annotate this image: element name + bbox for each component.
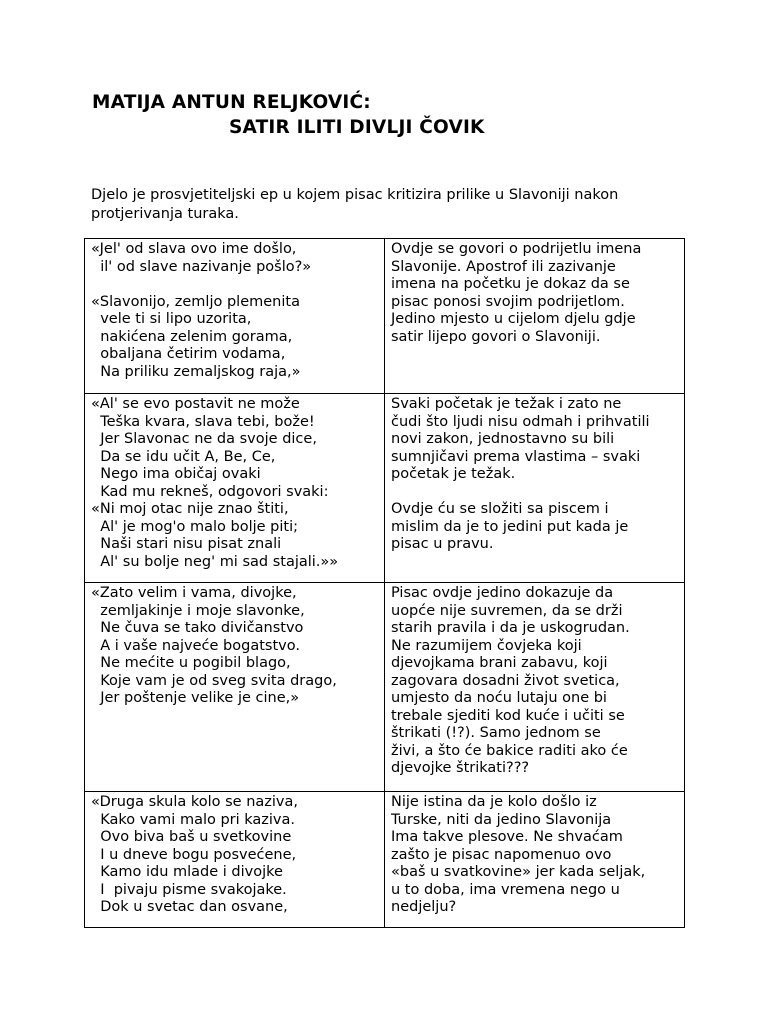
verse-line: Kad mu rekneš, odgovori svaki: xyxy=(91,483,329,500)
poem-excerpt-cell xyxy=(85,394,385,583)
verse-line: «Slavonijo, zemljo plemenita xyxy=(91,293,300,310)
table-row xyxy=(85,239,685,394)
verse-line: Teška kvara, slava tebi, bože! xyxy=(91,413,315,430)
verse-line: il' od slave nazivanje pošlo?» xyxy=(91,258,312,275)
verse-line: obaljana četirim vodama, xyxy=(91,346,286,362)
analysis-table xyxy=(84,238,685,928)
title-work: SATIR ILITI DIVLJI ČOVIK xyxy=(229,117,485,138)
table-row xyxy=(85,583,685,792)
commentary-cell xyxy=(385,583,685,792)
commentary-paragraph: Pisac ovdje jedino dokazuje da uopće nije suvremen, da se drži starih pravila i da je uskogrudan. Ne razumijem čovjeka koji djevojkama brani zabavu, koji zagovara dosadni život svetica, umjesto da noću lutaju one bi trebale sjediti kod kuće i učiti se štrikati (!?). Samo jednom se živi, a što će bakice raditi ako će djevojke štrikati??? xyxy=(391,585,630,776)
table-row xyxy=(85,394,685,583)
verse-line: vele ti si lipo uzorita, xyxy=(91,311,252,327)
verse-line: «Jel' od slava ovo ime došlo, xyxy=(91,241,297,257)
verse-line: Ne čuva se tako divičanstvo xyxy=(91,620,304,636)
document-title xyxy=(92,90,485,140)
verse-line: «Ni moj otac nije znao štiti, xyxy=(91,501,289,517)
verse-line: «Al' se evo postavit ne može xyxy=(91,396,300,412)
verse-line: Jer Slavonac ne da svoje dice, xyxy=(91,431,317,447)
commentary-paragraph: Nije istina da je kolo došlo iz Turske, niti da jedino Slavonija Ima takve plesove. Ne shvaćam zašto je pisac napomenuo ovo «baš u svatkovine» jer kada seljak, u to doba, ima vremena nego u nedjelju? xyxy=(391,794,646,915)
verse-line: Kako vami malo pri kaziva. xyxy=(91,811,296,828)
table-row xyxy=(85,792,685,928)
verse-line: zemljakinje i moje slavonke, xyxy=(91,602,305,619)
verse-line: A i vaše najveće bogatstvo. xyxy=(91,637,300,654)
verse-line: Jer poštenje velike je cine,» xyxy=(91,690,300,706)
commentary-paragraph: Ovdje se govori o podrijetlu imena Slavonije. Apostrof ili zazivanje imena na početku je dokaz da se pisac ponosi svojim podrijetlom. Jedino mjesto u cijelom djelu gdje satir lijepo govori o Slavoniji. xyxy=(391,241,642,345)
poem-excerpt-cell xyxy=(85,792,385,928)
verse-line: Al' je mog'o malo bolje piti; xyxy=(91,518,299,535)
verse-line: Na priliku zemaljskog raja,» xyxy=(91,363,301,380)
verse-line: Nego ima običaj ovaki xyxy=(91,466,261,482)
verse-line: Naši stari nisu pisat znali xyxy=(91,536,282,552)
verse-line: Dok u svetac dan osvane, xyxy=(91,899,288,915)
poem-excerpt-cell xyxy=(85,239,385,394)
verse-line: nakićena zelenim gorama, xyxy=(91,328,293,345)
verse-line: Koje vam je od sveg svita drago, xyxy=(91,672,337,689)
commentary-cell xyxy=(385,792,685,928)
commentary-paragraph: Svaki početak je težak i zato ne čudi što ljudi nisu odmah i prihvatili novi zakon, jednostavno su bili sumnjičavi prema vlastima – svaki početak je težak. xyxy=(391,396,650,482)
commentary-paragraph: Ovdje ću se složiti sa piscem i mislim da je to jedini put kada je pisac u pravu. xyxy=(391,501,629,552)
commentary-cell xyxy=(385,239,685,394)
paragraph-gap xyxy=(391,484,678,502)
commentary-cell xyxy=(385,394,685,583)
verse-line: «Druga skula kolo se naziva, xyxy=(91,794,298,810)
verse-line: I u dneve bogu posvećene, xyxy=(91,846,297,863)
poem-excerpt-cell xyxy=(85,583,385,792)
verse-line: Al' su bolje neg' mi sad stajali.»» xyxy=(91,553,339,570)
verse-line: I pivaju pisme svakojake. xyxy=(91,881,287,898)
verse-line: Ovo biva baš u svetkovine xyxy=(91,829,292,845)
analysis-table-body xyxy=(85,239,685,928)
verse-line: Kamo idu mlade i divojke xyxy=(91,864,283,880)
stanza-gap xyxy=(91,276,378,294)
verse-line: Ne mećite u pogibil blago, xyxy=(91,655,291,671)
verse-line: Da se idu učit A, Be, Ce, xyxy=(91,448,276,465)
title-author: MATIJA ANTUN RELJKOVIĆ: xyxy=(92,92,371,113)
verse-line: «Zato velim i vama, divojke, xyxy=(91,585,297,601)
intro-paragraph: Djelo je prosvjetiteljski ep u kojem pisac kritizira prilike u Slavoniji nakon protjerivanja turaka. xyxy=(91,187,619,222)
